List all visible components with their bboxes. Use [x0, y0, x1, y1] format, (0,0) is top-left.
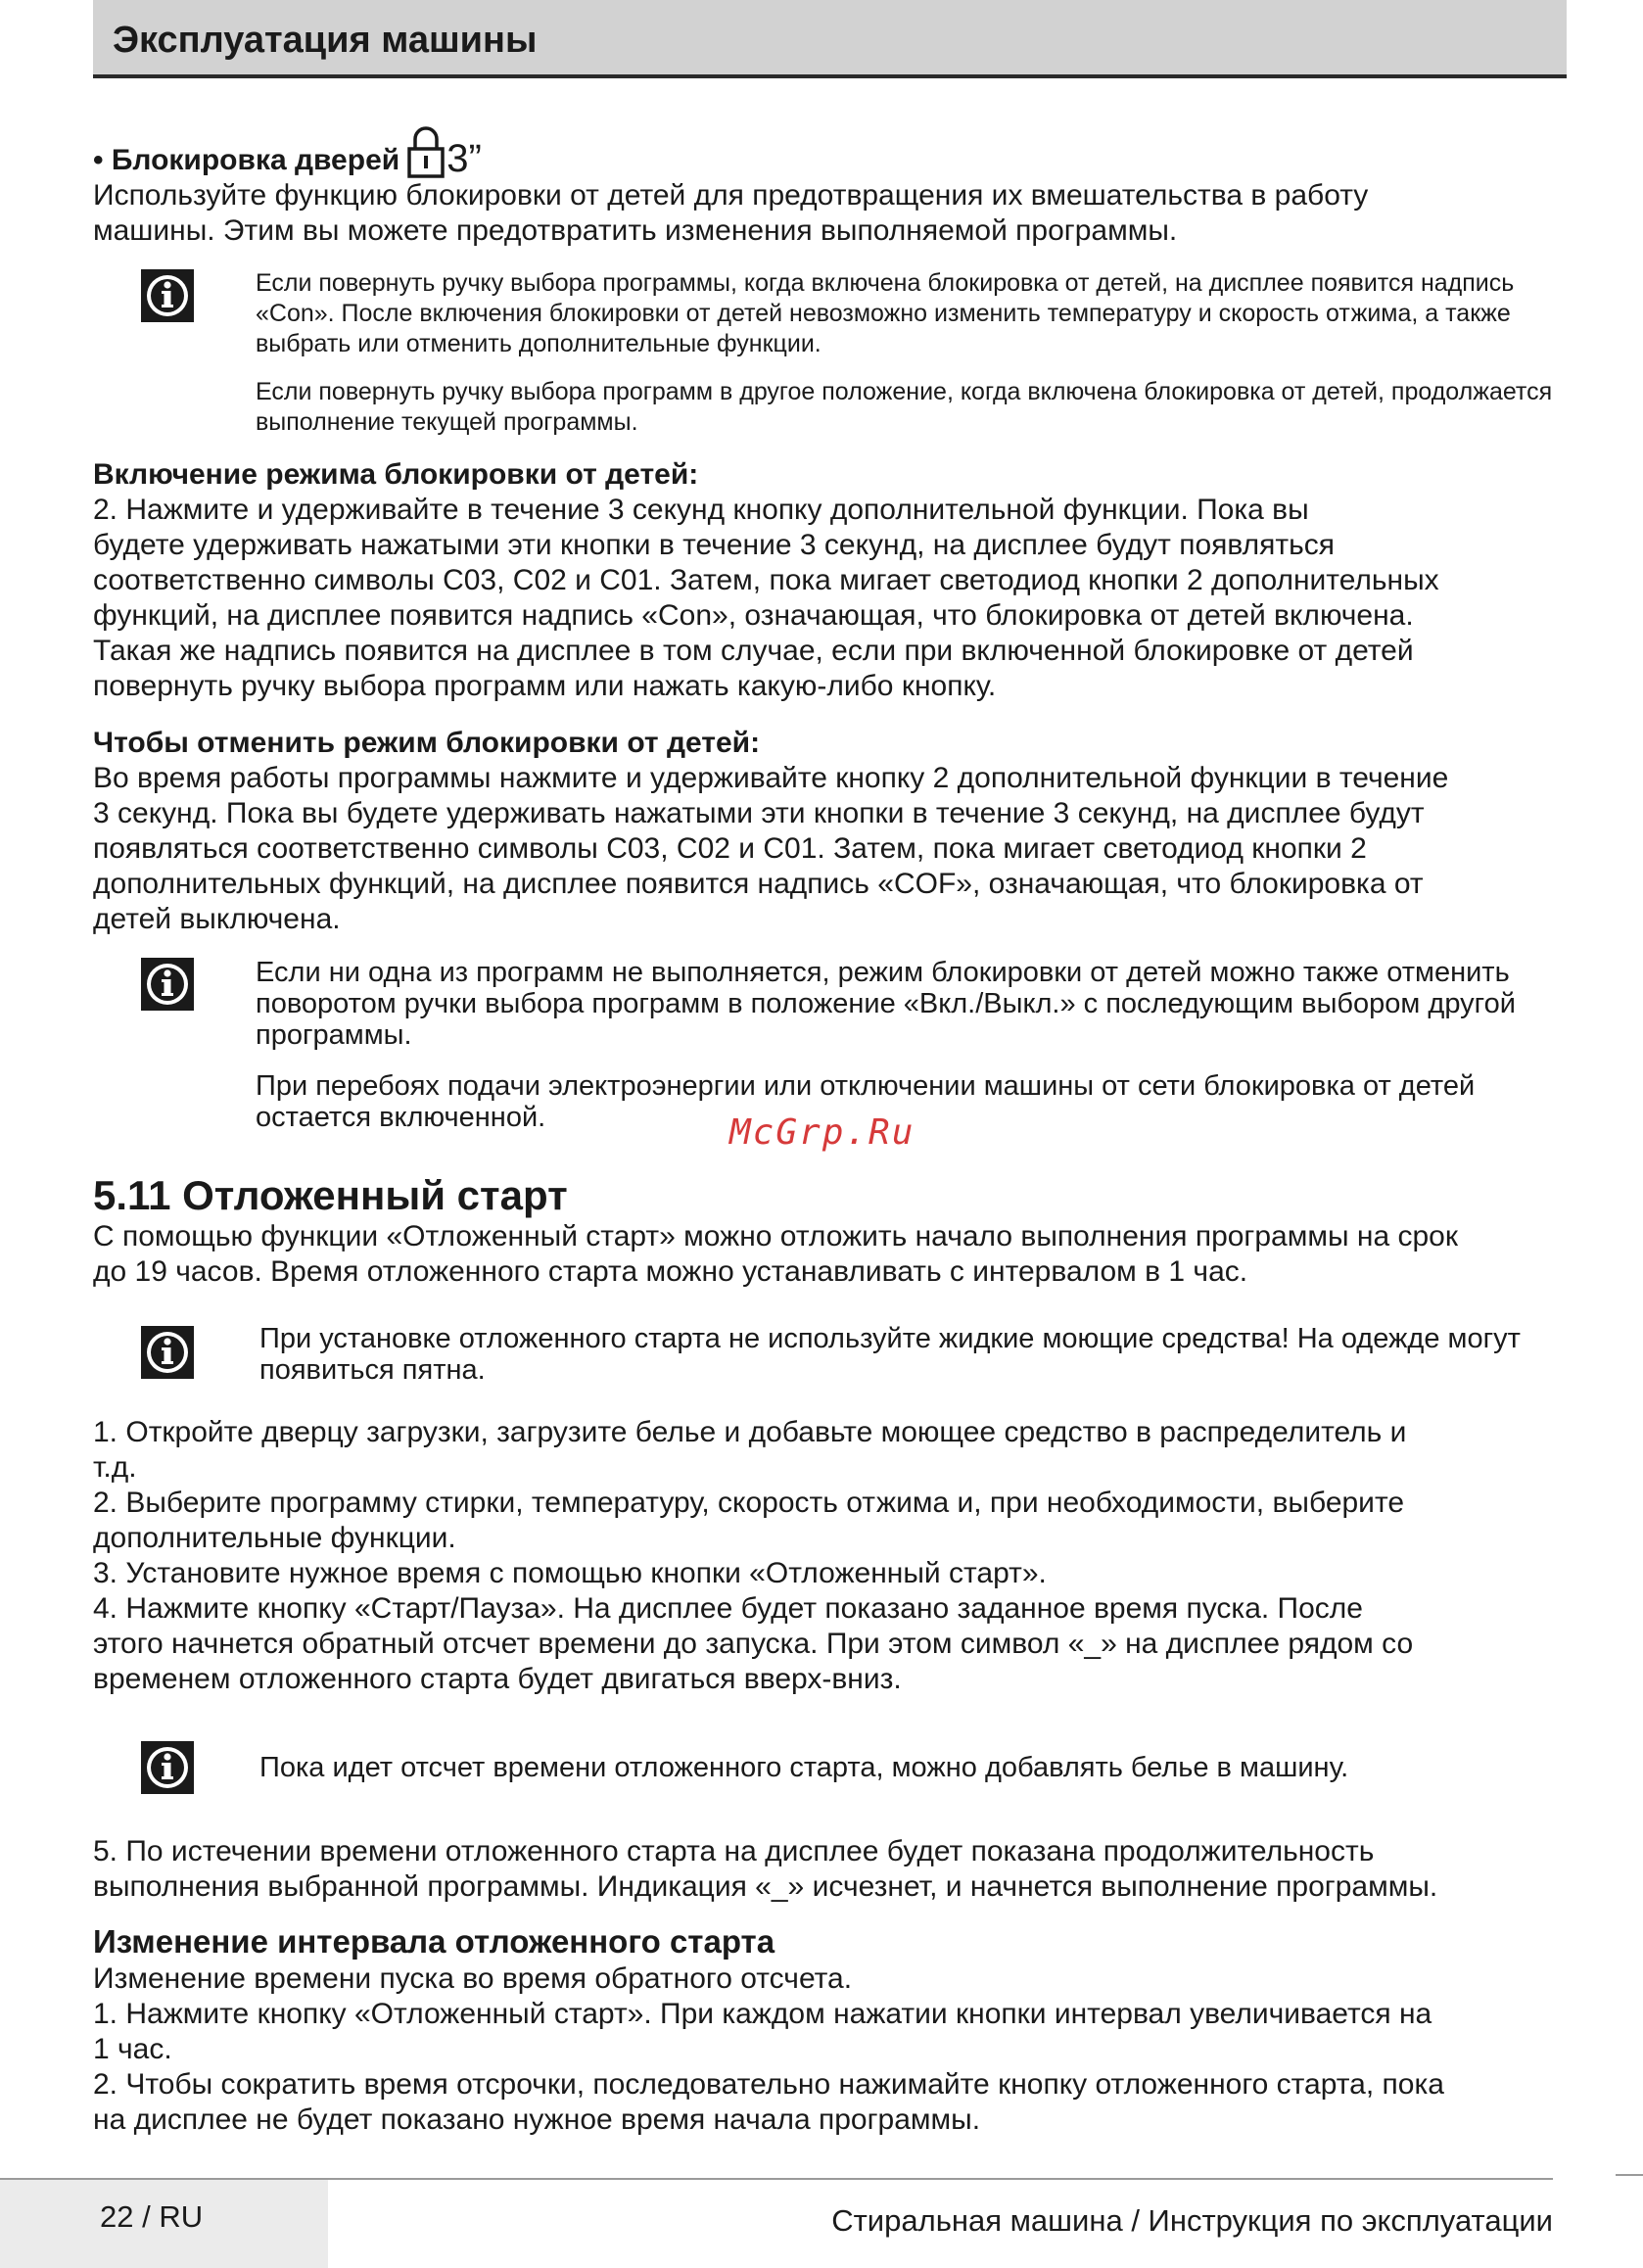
footer-tick — [1616, 2174, 1643, 2176]
info-note — [93, 957, 1572, 1133]
disable-child-lock-heading: Чтобы отменить режим блокировки от детей: — [93, 727, 761, 759]
info-note — [93, 1740, 1572, 1795]
note-text: Если повернуть ручку выбора программы, когда включена блокировка от детей, на дисплее появится надпись «Con». После включения блокировки от детей невозможно изменить температуру и скорость отжима, а также выбрать или отменить дополнительные функции. — [256, 269, 1515, 357]
enable-text-line: 2. Нажмите и удерживайте в течение 3 секунд кнопку дополнительной функции. Пока вы — [93, 494, 1309, 526]
info-icon — [140, 1325, 195, 1380]
note-text: При перебоях подачи электроэнергии или отключении машины от сети блокировка от детей остается включенной. — [256, 1070, 1476, 1133]
disable-text-line: Во время работы программы нажмите и удерживайте кнопку 2 дополнительной функции в течение — [93, 762, 1449, 794]
step-line: 3. Установите нужное время с помощью кнопки «Отложенный старт». — [93, 1557, 1047, 1589]
change-text-line: 1. Нажмите кнопку «Отложенный старт». При каждом нажатии кнопки интервал увеличивается на — [93, 1998, 1432, 2030]
padlock-icon — [407, 125, 445, 178]
info-note-body — [259, 1752, 1572, 1783]
door-lock-indicator — [407, 125, 482, 178]
step-line: временем отложенного старта будет двигаться вверх-вниз. — [93, 1663, 902, 1695]
delayed-start-intro-line: до 19 часов. Время отложенного старта можно устанавливать с интервалом в 1 час. — [93, 1255, 1248, 1288]
enable-text-line: будете удерживать нажатыми эти кнопки в течение 3 секунд, на дисплее будут появляться — [93, 529, 1335, 561]
info-note — [93, 1323, 1572, 1386]
info-note-body — [259, 1323, 1572, 1386]
change-interval-heading: Изменение интервала отложенного старта — [93, 1923, 775, 1960]
disable-text-line: детей выключена. — [93, 903, 341, 935]
enable-text-line: Такая же надпись появится на дисплее в том случае, если при включенной блокировке от детей — [93, 635, 1414, 667]
step-line: 4. Нажмите кнопку «Старт/Пауза». На дисплее будет показано заданное время пуска. После — [93, 1592, 1363, 1625]
info-icon — [140, 1740, 195, 1795]
delayed-start-intro-line: С помощью функции «Отложенный старт» можно отложить начало выполнения программы на срок — [93, 1220, 1458, 1252]
note-text: Если ни одна из программ не выполняется, режим блокировки от детей можно также отменить поворотом ручки выбора программ в положение «Вкл./Выкл.» с последующим выбором другой программы. — [256, 957, 1516, 1051]
step-line: т.д. — [93, 1451, 137, 1484]
enable-text-line: соответственно символы C03, C02 и C01. Затем, пока мигает светодиод кнопки 2 дополнительных — [93, 564, 1439, 596]
step-line: дополнительные функции. — [93, 1522, 456, 1554]
note-text: Пока идет отсчет времени отложенного старта, можно добавлять белье в машину. — [259, 1752, 1349, 1783]
section-title-delayed-start: 5.11 Отложенный старт — [93, 1172, 568, 1218]
step-line: 2. Выберите программу стирки, температуру, скорость отжима и, при необходимости, выберите — [93, 1487, 1405, 1519]
info-icon — [140, 268, 195, 323]
disable-text-line: появляться соответственно символы C03, C02 и C01. Затем, пока мигает светодиод кнопки 2 — [93, 832, 1367, 865]
info-note — [93, 268, 1572, 438]
door-lock-heading — [93, 125, 1572, 178]
step-line: этого начнется обратный отсчет времени до запуска. При этом символ «_» на дисплее рядом со — [93, 1628, 1414, 1660]
enable-text-line: повернуть ручку выбора программ или нажать какую-либо кнопку. — [93, 670, 997, 702]
info-note-body — [256, 268, 1572, 438]
change-text-line: 2. Чтобы сократить время отсрочки, последовательно нажимайте кнопку отложенного старта, пока — [93, 2068, 1444, 2101]
disable-text-line: 3 секунд. Пока вы будете удерживать нажатыми эти кнопки в течение 3 секунд, на дисплее будут — [93, 797, 1425, 829]
change-text-line: Изменение времени пуска во время обратного отсчета. — [93, 1962, 853, 1995]
door-lock-intro-line: Используйте функцию блокировки от детей для предотвращения их вмешательства в работу — [93, 179, 1369, 212]
page-header-title: Эксплуатация машины — [113, 20, 538, 61]
page-number: 22 / RU — [100, 2199, 204, 2234]
change-text-line: 1 час. — [93, 2033, 172, 2065]
door-lock-icon-label: 3” — [446, 137, 482, 180]
door-lock-intro-line: машины. Этим вы можете предотвратить изменения выполняемой программы. — [93, 214, 1178, 247]
change-text-line: на дисплее не будет показано нужное время начала программы. — [93, 2103, 981, 2136]
info-icon — [140, 957, 195, 1012]
info-note-body — [256, 957, 1572, 1133]
enable-text-line: функций, на дисплее появится надпись «Con», означающая, что блокировка от детей включена. — [93, 599, 1414, 632]
enable-child-lock-heading: Включение режима блокировки от детей: — [93, 458, 699, 491]
disable-text-line: дополнительных функций, на дисплее появится надпись «COF», означающая, что блокировка от — [93, 868, 1424, 900]
watermark: McGrp.Ru — [729, 1112, 915, 1153]
step-line: 1. Откройте дверцу загрузки, загрузите белье и добавьте моющее средство в распределитель и — [93, 1416, 1407, 1448]
note-text: Если повернуть ручку выбора программ в другое положение, когда включена блокировка от детей, продолжается выполнение текущей программы. — [256, 378, 1553, 436]
footer-doc-title: Стиральная машина / Инструкция по эксплуатации — [831, 2203, 1553, 2238]
note-text: При установке отложенного старта не используйте жидкие моющие средства! На одежде могут появиться пятна. — [259, 1323, 1521, 1386]
step5-line: выполнения выбранной программы. Индикация «_» исчезнет, и начнется выполнение программы. — [93, 1870, 1438, 1903]
door-lock-title: • Блокировка дверей — [93, 144, 400, 176]
step5-line: 5. По истечении времени отложенного старта на дисплее будет показана продолжительность — [93, 1835, 1375, 1867]
